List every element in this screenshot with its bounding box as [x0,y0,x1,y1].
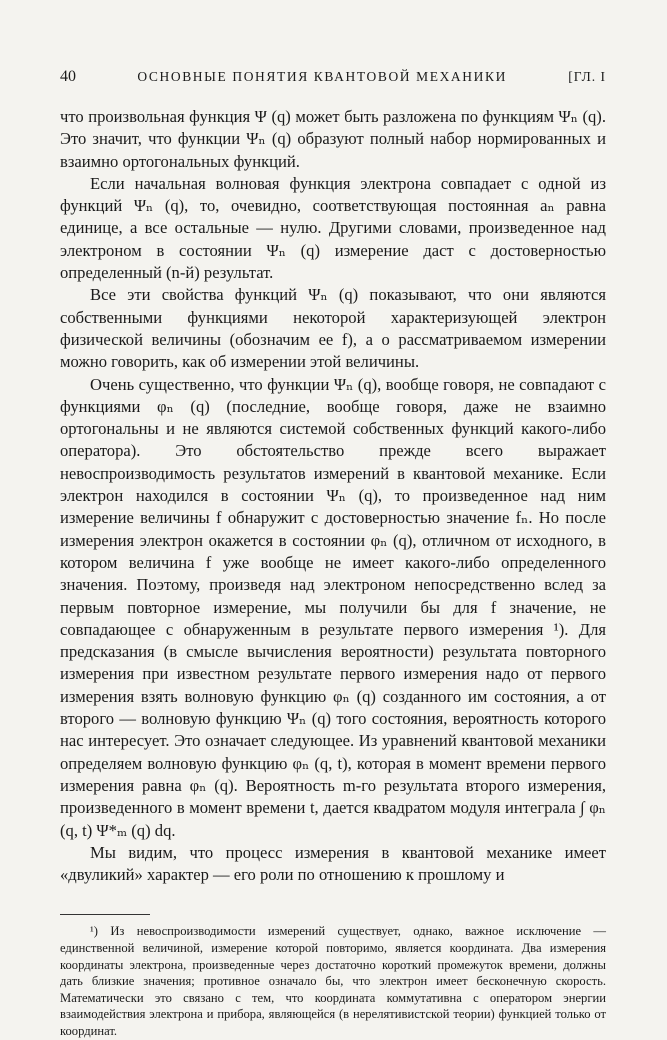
chapter-marker: [ГЛ. I [568,69,606,84]
paragraph-4: Очень существенно, что функции Ψₙ (q), вообще говоря, не совпадают с функциями φₙ (q) (последние, вообще говоря, даже не взаимно ортогональны и не являются системой собственных функций какого-либо оператора). Это обстоятельство прежде всего выражает невоспроизводимость результатов измерений в квантовой механике. Если электрон находился в состоянии Ψₙ (q), то произведенное над ним измерение величины f обнаружит с достоверностью значение fₙ. Но после измерения электрон окажется в состоянии φₙ (q), отличном от исходного, в котором величина f уже вообще не имеет какого-либо определенного значения. Поэтому, произведя над электроном непосредственно вслед за первым повторное измерение, мы получили бы для f значение, не совпадающее с обнаруженным в результате первого измерения ¹). Для предсказания (в смысле вычисления вероятности) результата повторного измерения при известном результате первого измерения надо от первого измерения взять волновую функцию φₙ (q) созданного им состояния, а от второго — волновую функцию Ψₙ (q) того состояния, вероятность которого нас интересует. Это означает следующее. Из уравнений квантовой механики определяем волновую функцию φₙ (q, t), которая в момент времени первого измерения равна φₙ (q). Вероятность m-го результата второго измерения, произведенного в момент времени t, дается квадратом модуля интеграла ∫ φₙ (q, t) Ψ*ₘ (q) dq. [60,374,606,840]
page [60,68,606,1040]
footnote [60,923,606,1039]
footnote-separator [60,914,150,915]
footnote-text: ¹) Из невоспроизводимости измерений существует, однако, важное исключение — единственной величиной, измерение которой повторимо, является координата. Два измерения координаты электрона, произведенные через достаточно короткий промежуток времени, должны дать близкие значения; противное означало бы, что электрон имеет бесконечную скорость. Математически это связано с тем, что координата коммутативна с оператором энергии взаимодействия электрона и прибора, являющейся (в нерелятивистской теории) функцией только от координат. [60,924,606,1038]
page-number: 40 [60,68,76,85]
paragraph-1: что произвольная функция Ψ (q) может быть разложена по функциям Ψₙ (q). Это значит, что функции Ψₙ (q) образуют полный набор нормированных и взаимно ортогональных функций. [60,107,606,171]
page-header [60,68,606,94]
paragraph-3: Все эти свойства функций Ψₙ (q) показывают, что они являются собственными функциями некоторой характеризующей электрон физической величины (обозначим ее f), а о рассматриваемом измерении можно говорить, как об измерении этой величины. [60,285,606,372]
running-title: ОСНОВНЫЕ ПОНЯТИЯ КВАНТОВОЙ МЕХАНИКИ [137,69,507,84]
main-text [60,106,606,886]
paragraph-2: Если начальная волновая функция электрона совпадает с одной из функций Ψₙ (q), то, очевидно, соответствующая постоянная aₙ равна единице, а все остальные — нулю. Другими словами, произведенное над электроном в состоянии Ψₙ (q) измерение даст с достоверностью определенный (n-й) результат. [60,173,606,283]
paragraph-5: Мы видим, что процесс измерения в квантовой механике имеет «двуликий» характер — его роли по отношению к прошлому и [60,842,606,885]
